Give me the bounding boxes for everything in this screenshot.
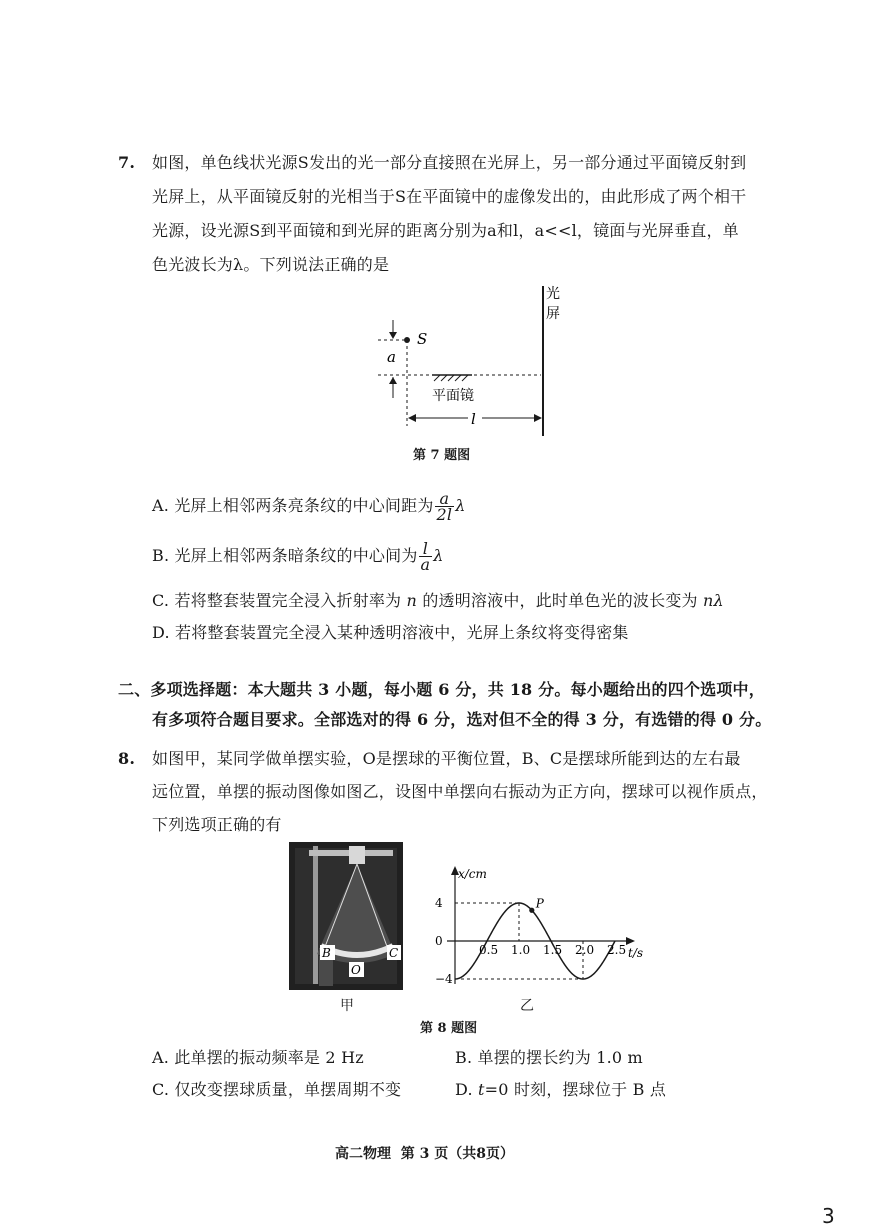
point-p-marker bbox=[529, 908, 534, 913]
q7-line-4: 色光波长为λ。下列说法正确的是 bbox=[152, 255, 390, 274]
y-tick-label-0: 4 bbox=[435, 896, 443, 910]
photo-label-b: B bbox=[322, 946, 331, 960]
y-tick-label-2: −4 bbox=[435, 972, 453, 986]
vibration-graph bbox=[425, 862, 655, 990]
l-arrow-right bbox=[534, 414, 542, 422]
screen-label-1: 光 bbox=[546, 286, 560, 302]
l-arrow-left bbox=[408, 414, 416, 422]
page-footer: 高二物理 第 3 页（共8页） bbox=[335, 1146, 514, 1162]
q8-line-1: 如图甲，某同学做单摆实验，O是摆球的平衡位置，B、C是摆球所能到达的左右最 bbox=[152, 749, 741, 768]
frac-b-denominator: a bbox=[420, 555, 431, 574]
page-corner-number: 3 bbox=[822, 1204, 835, 1228]
q8-option-b: B. 单摆的摆长约为 1.0 m bbox=[455, 1048, 643, 1067]
screen-label-2: 屏 bbox=[546, 306, 560, 322]
mirror-hatch bbox=[434, 375, 468, 381]
x-tick-label-1: 1.0 bbox=[511, 943, 531, 957]
q8-option-d-t: t bbox=[478, 1080, 485, 1099]
photo-label-o: O bbox=[351, 963, 361, 977]
q8-caption: 第 8 题图 bbox=[420, 1021, 478, 1036]
y-tick-label-1: 0 bbox=[435, 934, 443, 948]
section2-line-1: 二、多项选择题：本大题共 3 小题，每小题 6 分，共 18 分。每小题给出的四个选项中， bbox=[118, 680, 765, 699]
stand-pole bbox=[313, 846, 318, 984]
q7-line-2: 光屏上，从平面镜反射的光相当于S在平面镜中的虚像发出的，由此形成了两个相干 bbox=[152, 187, 747, 206]
q7-option-c bbox=[152, 584, 724, 618]
fig-jia-label: 甲 bbox=[340, 998, 354, 1014]
q8-number: 8. bbox=[118, 749, 136, 768]
fig-yi-label: 乙 bbox=[520, 998, 534, 1014]
q8-line-3: 下列选项正确的有 bbox=[152, 815, 282, 834]
q7-option-a-fraction bbox=[435, 491, 455, 522]
source-label: S bbox=[417, 330, 428, 348]
photo-label-c: C bbox=[389, 946, 399, 960]
q7-option-b bbox=[152, 538, 444, 574]
pendulum-photo bbox=[289, 842, 403, 990]
q8-option-d-rest: =0 时刻，摆球位于 B 点 bbox=[484, 1080, 667, 1099]
q7-option-a bbox=[152, 488, 466, 524]
q8-option-c: C. 仅改变摆球质量，单摆周期不变 bbox=[152, 1080, 402, 1099]
q7-option-c-nlambda: nλ bbox=[703, 591, 724, 610]
q7-line-3: 光源，设光源S到平面镜和到光屏的距离分别为a和l，a<<l，镜面与光屏垂直，单 bbox=[152, 221, 739, 240]
q7-figure bbox=[360, 278, 580, 438]
mirror-label: 平面镜 bbox=[432, 388, 474, 404]
x-axis-arrow bbox=[626, 937, 635, 945]
x-tick-label-0: 0.5 bbox=[479, 943, 499, 957]
q7-option-c-n: n bbox=[406, 591, 418, 610]
a-arrow-head-bottom bbox=[389, 377, 397, 384]
q7-number: 7. bbox=[118, 153, 136, 172]
frac-a-numerator: a bbox=[435, 491, 455, 507]
clamp bbox=[349, 846, 365, 864]
graph-xlabel: t/s bbox=[628, 946, 644, 960]
q7-option-c-text-1: C. 若将整套装置完全浸入折射率为 bbox=[152, 591, 407, 610]
point-p-label: P bbox=[535, 896, 544, 911]
q7-option-a-lambda: λ bbox=[455, 496, 466, 515]
q8-option-a: A. 此单摆的振动频率是 2 Hz bbox=[152, 1048, 364, 1067]
q7-option-c-text-2: 的透明溶液中，此时单色光的波长变为 bbox=[417, 591, 704, 610]
q7-line-1: 如图，单色线状光源S发出的光一部分直接照在光屏上，另一部分通过平面镜反射到 bbox=[152, 153, 747, 172]
q8-option-d bbox=[455, 1073, 666, 1107]
frac-b-numerator: l bbox=[419, 541, 433, 557]
x-tick-label-4: 2.5 bbox=[607, 943, 627, 957]
q7-option-d: D. 若将整套装置完全浸入某种透明溶液中，光屏上条纹将变得密集 bbox=[152, 623, 629, 642]
frac-a-denominator: 2l bbox=[436, 505, 453, 524]
x-tick-label-3: 2.0 bbox=[575, 943, 595, 957]
q7-caption: 第 7 题图 bbox=[413, 448, 471, 463]
q7-option-b-fraction bbox=[419, 541, 433, 572]
graph-ylabel: x/cm bbox=[458, 867, 487, 881]
stand-base bbox=[319, 956, 333, 986]
q7-option-a-text: A. 光屏上相邻两条亮条纹的中心间距为 bbox=[152, 496, 434, 515]
q8-line-2: 远位置，单摆的振动图像如图乙，设图中单摆向右振动为正方向，摆球可以视作质点， bbox=[152, 782, 768, 801]
q7-option-b-text: B. 光屏上相邻两条暗条纹的中心间为 bbox=[152, 546, 418, 565]
a-label: a bbox=[387, 348, 396, 366]
q7-option-b-lambda: λ bbox=[433, 546, 444, 565]
q8-option-d-prefix: D. bbox=[455, 1080, 479, 1099]
x-tick-label-2: 1.5 bbox=[543, 943, 563, 957]
section2-line-2: 有多项符合题目要求。全部选对的得 6 分，选对但不全的得 3 分，有选错的得 0 分。 bbox=[152, 710, 772, 729]
a-arrow-head-top bbox=[389, 332, 397, 339]
l-label: l bbox=[471, 410, 476, 428]
